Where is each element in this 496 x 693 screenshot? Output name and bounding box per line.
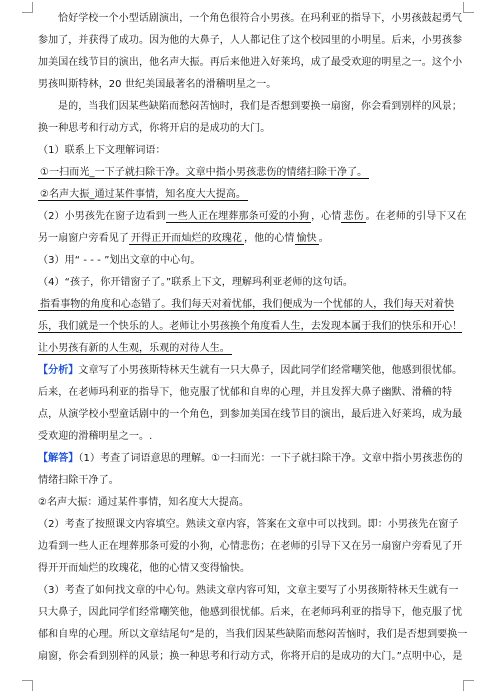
- solution-item-2: ②名声大振：通过某件事情，知名度大大提高。: [38, 497, 250, 508]
- analysis-tag: 【分析】: [38, 365, 79, 376]
- page-corner-mark: [22, 680, 33, 691]
- question-text: 。在老师的引导下又在另一扇窗户旁看见了: [38, 211, 467, 244]
- question-3: （3）用“ - - - ”划出文章的中心句。: [38, 255, 201, 266]
- question-1-answer-b: [38, 184, 468, 206]
- question-1-title: （1）联系上下文理解词语：: [38, 145, 166, 156]
- solution-section: [38, 448, 468, 492]
- answer-underline: ②名声大振_通过某件事情，知名度大大提高。: [40, 189, 247, 200]
- passage-paragraph-2: 是的，当我们因某些缺陷而愁闷苦恼时，我们是否想到要换一扇窗，你会看到别样的风景；换一种思考和行动方式，你将开启的是成功的大门。: [38, 101, 462, 134]
- answer-blank-1: 一些人正在埋葬那条可爱的小狗: [167, 211, 310, 222]
- passage-paragraph-1: 恰好学校一个小型话剧演出，一个角色很符合小男孩。在玛利亚的指导下，小男孩鼓起勇气参加了，并获得了成功。因为他的大鼻子，人人都记住了这个校园里的小明星。后来，小男孩参加美国在线节目的演出，他名声大振。再后来他进入好莱坞，成了最受欢迎的明星之一。这个小男孩叫斯特林，20 世纪美国最著名的滑稽明星之一。: [38, 13, 463, 90]
- answer-blank-3: 开得正开而灿烂的玫瑰花: [130, 233, 243, 244]
- question-4-answer: [38, 294, 468, 360]
- document-body: [38, 8, 468, 668]
- question-2: [38, 206, 468, 250]
- question-1-answer-a: [38, 162, 468, 184]
- answer-blank-2: 悲伤: [343, 211, 364, 222]
- question-text: 。: [318, 233, 329, 244]
- answer-underline: ①一扫而光_一下子就扫除干净。文章中指小男孩悲伤的情绪扫除干净了。: [40, 167, 368, 178]
- question-text: ，心情: [311, 211, 342, 222]
- solution-intro: （1）考查了词语意思的理解。①一扫而光：一下子就扫除干净。文章中指小男孩悲伤的情绪扫除干净了。: [38, 453, 463, 486]
- solution-q3: （3）考查了如何找文章的中心句。熟读文章内容可知，文章主要写了小男孩斯特林天生就有一只大鼻子，因此同学们经常嘲笑他，他感到很忧郁。后来，在老师玛利亚的指导下，他克服了忧郁和自卑的心理。所以文章结尾句“是的，当我们因某些缺陷而愁闷苦恼时，我们是否想到要换一扇窗，你会看到别样的风景；换一种思考和行动方式，你将开启的是成功的大门。”点明中心，是: [38, 585, 468, 662]
- question-text: ，他的心情: [244, 233, 295, 244]
- solution-q2: （2）考查了按照课文内容填空。熟读文章内容，答案在文章中可以找到。即：小男孩先在窗子边看到一些人正在埋葬那条可爱的小狗，心情悲伤；在老师的引导下又在另一扇窗户旁看见了开得开开而灿烂的玫瑰花，他的心情又变得愉快。: [38, 519, 463, 574]
- page-corner-mark: [463, 680, 474, 691]
- question-4: （4）“孩子，你开错窗子了。”联系上下文，理解玛利亚老师的这句话。: [38, 277, 354, 288]
- answer-underline: 指看事物的角度和心态错了。我们每天对着忧郁，我们便成为一个忧郁的人，我们每天对着快乐，我们就是一个快乐的人。老师让小男孩换个角度看人生，去发现本属于我们的快乐和开心！让小男孩有新的人生观，乐观的对待人生。: [38, 299, 463, 354]
- solution-tag: 【解答】: [38, 453, 79, 464]
- analysis-text: 文章写了小男孩斯特林天生就有一只大鼻子，因此同学们经常嘲笑他，他感到很忧郁。后来，在老师玛利亚的指导下，他克服了忧郁和自卑的心理，并且发挥大鼻子幽默、滑稽的特点，从演学校小型童话剧中的一个角色，到参加美国在线节目的演出，最后进入好莱坞，成为最受欢迎的滑稽明星之一。.: [38, 365, 463, 442]
- analysis-section: [38, 360, 468, 448]
- question-text: （2）小男孩先在窗子边看到: [38, 211, 166, 222]
- page-corner-mark: [22, 2, 33, 13]
- answer-blank-4: 愉快: [296, 233, 317, 244]
